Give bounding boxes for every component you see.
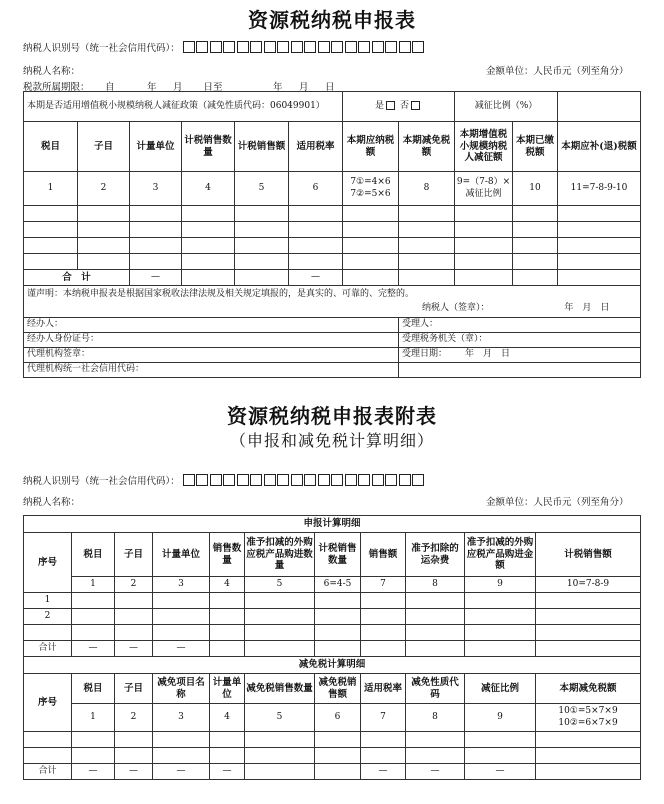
col-number: 1 [72, 577, 115, 593]
col-number: 11=7-8-9-10 [558, 172, 641, 206]
col-number: 6=4-5 [315, 577, 361, 593]
form2-currency-label: 金额单位：人民币元（列至角分） [486, 497, 629, 508]
sign-date: 年 月 日 [564, 303, 610, 314]
form1-main-table [23, 91, 641, 378]
dash: — [72, 641, 115, 657]
col-header: 本期增值税小规模纳税人减征额 [455, 122, 513, 172]
form2-table [23, 515, 641, 780]
row-index: 2 [24, 609, 72, 625]
col-number: 9=（7-8）×减征比例 [455, 172, 513, 206]
col-header: 销售额 [361, 533, 406, 577]
form1-currency-label: 金额单位：人民币元（列至角分） [486, 66, 629, 77]
agency-code-label: 代理机构统一社会信用代码： [24, 363, 399, 378]
dash: — [465, 764, 536, 780]
col-number: 1 [24, 172, 78, 206]
form2-title: 资源税纳税申报表附表 [227, 404, 437, 428]
col-header: 本期应纳税额 [343, 122, 399, 172]
col-header: 减免税销售额 [315, 674, 361, 704]
col-header: 税目 [24, 122, 78, 172]
section1-title: 申报计算明细 [24, 516, 641, 533]
dash: — [115, 764, 153, 780]
col-header: 适用税率 [361, 674, 406, 704]
col-number: 8 [406, 577, 465, 593]
form2-taxpayer-name-label: 纳税人名称： [23, 497, 81, 508]
col-number: 7①=4×6 7②=5×6 [343, 172, 399, 206]
row-index: 1 [24, 593, 72, 609]
col-number: 5 [235, 172, 289, 206]
col-header: 计量单位 [153, 533, 210, 577]
col-number: 1 [72, 704, 115, 732]
declaration-text: 谨声明：本纳税申报表是根据国家税收法律法规及相关规定填报的，是真实的、可靠的、完整的。 [27, 289, 415, 299]
taxpayer-id-label: 纳税人识别号（统一社会信用代码）： [23, 43, 180, 54]
agency-seal-label: 代理机构签章： [24, 348, 399, 363]
col-number: 5 [245, 577, 315, 593]
col-header: 适用税率 [289, 122, 343, 172]
col-header: 计量单位 [210, 674, 245, 704]
col-number: 9 [465, 577, 536, 593]
dash: — [153, 764, 210, 780]
form2-subtitle: （申报和减免税计算明细） [229, 431, 434, 450]
no-checkbox[interactable] [411, 101, 420, 110]
col-header: 计税销售额 [536, 533, 641, 577]
dash: — [361, 764, 406, 780]
receive-date-row: 受理日期： 年 月 日 [399, 348, 641, 363]
col-number: 2 [78, 172, 130, 206]
col-header: 减征比例 [465, 674, 536, 704]
col-number: 10 [513, 172, 558, 206]
total-label: 合计 [24, 764, 72, 780]
sign-label: 纳税人（签章）： [422, 303, 490, 314]
col-header: 准予扣减的外购应税产品购进数量 [245, 533, 315, 577]
total-label: 合 计 [24, 270, 130, 286]
col-header: 本期应补(退)税额 [558, 122, 641, 172]
col-header: 准予扣减的外购应税产品购进金额 [465, 533, 536, 577]
col-header: 子目 [78, 122, 130, 172]
col-header: 税目 [72, 533, 115, 577]
policy-choice: 是 否 [343, 92, 455, 122]
agent-label: 经办人： [24, 318, 399, 333]
taxpayer-id-label: 纳税人识别号（统一社会信用代码）： [23, 476, 180, 487]
dash: — [406, 764, 465, 780]
col-number: 8 [399, 172, 455, 206]
section2-title: 减免税计算明细 [24, 657, 641, 674]
col-number: 3 [130, 172, 182, 206]
col-header: 计税销售数量 [315, 533, 361, 577]
col-number: 2 [115, 577, 153, 593]
col-header: 准予扣除的运杂费 [406, 533, 465, 577]
form1-taxpayer-id-row [23, 40, 426, 56]
col-header: 销售数量 [210, 533, 245, 577]
taxpayer-id-boxes[interactable] [183, 474, 426, 489]
col-header: 减免税销售数量 [245, 674, 315, 704]
dash: — [72, 764, 115, 780]
dash: — [289, 270, 343, 286]
col-header: 计税销售额 [235, 122, 289, 172]
col-number: 4 [210, 704, 245, 732]
col-number: 6 [289, 172, 343, 206]
agent-id-label: 经办人身份证号： [24, 333, 399, 348]
col-number: 7 [361, 577, 406, 593]
form1-title: 资源税纳税申报表 [248, 8, 416, 32]
dash: — [130, 270, 182, 286]
tax-office-label: 受理税务机关（章）： [399, 333, 641, 348]
dash: — [115, 641, 153, 657]
col-number: 4 [210, 577, 245, 593]
total-label: 合计 [24, 641, 72, 657]
col-number: 10=7-8-9 [536, 577, 641, 593]
col-header: 减免性质代码 [406, 674, 465, 704]
col-number: 7 [361, 704, 406, 732]
col-number: 4 [182, 172, 235, 206]
col-header: 序号 [24, 533, 72, 593]
col-header: 计量单位 [130, 122, 182, 172]
taxpayer-id-boxes[interactable] [183, 41, 426, 56]
declaration-cell [24, 286, 641, 318]
receiver-label: 受理人： [399, 318, 641, 333]
col-header: 子目 [115, 533, 153, 577]
col-header: 减免项目名称 [153, 674, 210, 704]
col-header: 本期已缴税额 [513, 122, 558, 172]
col-header: 计税销售数量 [182, 122, 235, 172]
col-header: 子目 [115, 674, 153, 704]
col-number: 6 [315, 704, 361, 732]
dash: — [210, 764, 245, 780]
col-header: 税目 [72, 674, 115, 704]
form1-taxpayer-name-label: 纳税人名称： [23, 66, 81, 77]
ratio-input[interactable] [558, 92, 641, 122]
col-number: 3 [153, 577, 210, 593]
col-header: 本期减免税额 [399, 122, 455, 172]
col-number: 9 [465, 704, 536, 732]
col-number: 5 [245, 704, 315, 732]
yes-checkbox[interactable] [386, 101, 395, 110]
col-number: 8 [406, 704, 465, 732]
col-number: 2 [115, 704, 153, 732]
col-number: 3 [153, 704, 210, 732]
dash: — [153, 641, 210, 657]
col-header: 本期减免税额 [536, 674, 641, 704]
col-number: 10①=5×7×9 10②=6×7×9 [536, 704, 641, 732]
col-header: 序号 [24, 674, 72, 732]
policy-label: 本期是否适用增值税小规模纳税人减征政策（减免性质代码：06049901） [24, 92, 343, 122]
ratio-label: 减征比例（%） [455, 92, 558, 122]
form1-period: 税款所属期限： 自 年 月 日至 年 月 日 [23, 82, 335, 93]
form2-taxpayer-id-row [23, 473, 426, 489]
